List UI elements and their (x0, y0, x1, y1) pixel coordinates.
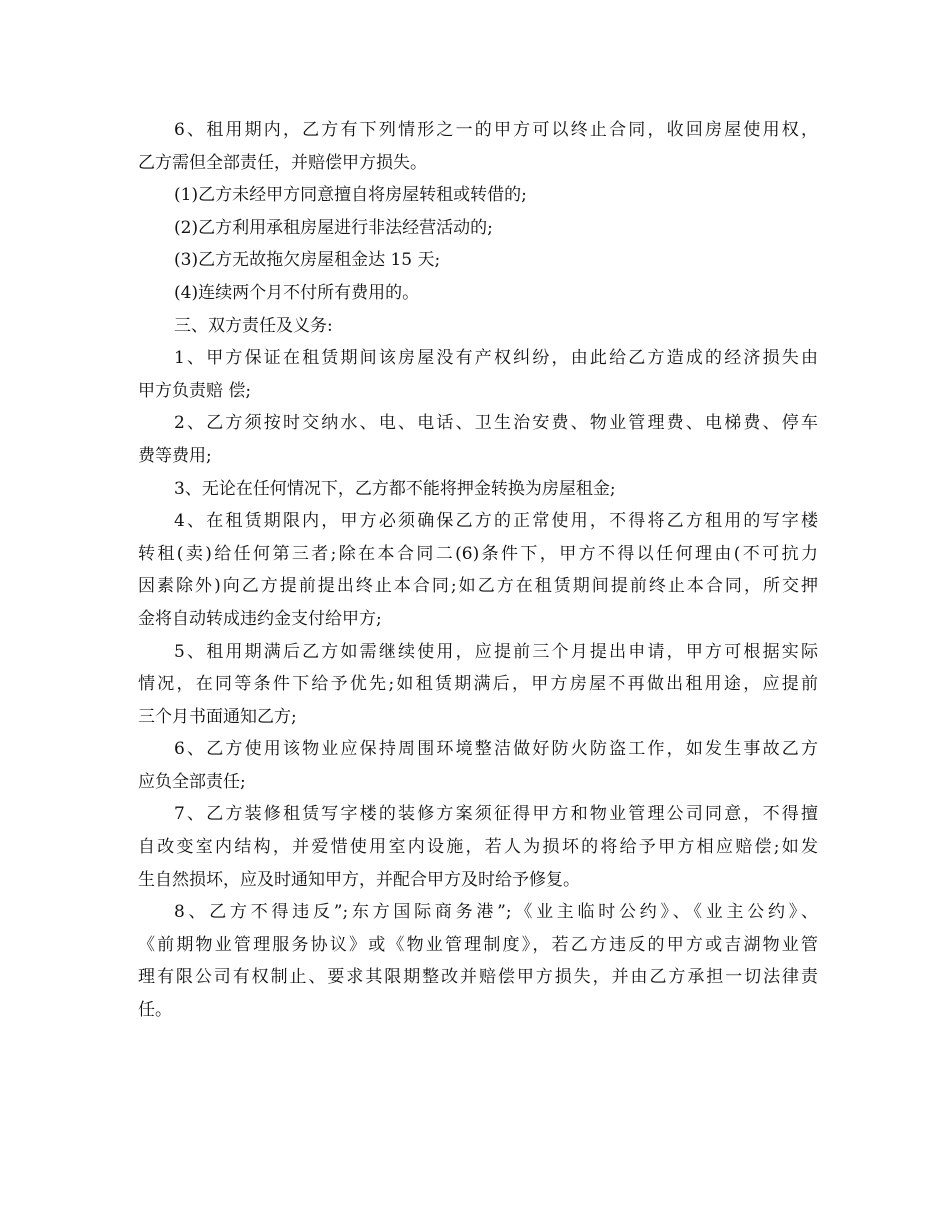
text-line: 三、双方责任及义务: (174, 315, 333, 336)
text-line: 生自然损坏，应及时通知甲方，并配合甲方及时给予修复。 (138, 869, 580, 890)
text-line: (1)乙方未经甲方同意擅自将房屋转租或转借的; (174, 185, 527, 206)
text-line: 任。 (138, 1000, 172, 1021)
text-line: 6、乙方使用该物业应保持周围环境整洁做好防火防盗工作，如发生事故乙方 (174, 739, 818, 760)
text-line: 应负全部责任; (138, 771, 246, 792)
text-line: 理有限公司有权制止、要求其限期整改并赔偿甲方损失，并由乙方承担一切法律责 (138, 967, 818, 988)
text-line: (2)乙方利用承租房屋进行非法经营活动的; (174, 217, 493, 238)
text-line: 7、乙方装修租赁写字楼的装修方案须征得甲方和物业管理公司同意，不得擅 (174, 804, 818, 825)
text-line: 三个月书面通知乙方; (138, 706, 297, 727)
text-line: 4、在租赁期限内，甲方必须确保乙方的正常使用，不得将乙方租用的写字楼 (174, 511, 818, 532)
text-line: 自改变室内结构，并爱惜使用室内设施，若人为损坏的将给予甲方相应赔偿;如发 (138, 837, 818, 858)
text-line: 1、甲方保证在租赁期间该房屋没有产权纠纷，由此给乙方造成的经济损失由 (174, 348, 818, 369)
text-line: 《前期物业管理服务协议》或《物业管理制度》，若乙方违反的甲方或吉湖物业管 (138, 934, 818, 955)
text-line: 8、乙方不得违反”;东方国际商务港”;《业主临时公约》、《业主公约》、 (174, 902, 818, 923)
text-line: 3、无论在任何情况下，乙方都不能将押金转换为房屋租金; (174, 478, 616, 499)
text-line: 2、乙方须按时交纳水、电、电话、卫生治安费、物业管理费、电梯费、停车 (174, 413, 818, 434)
text-line: 转租(卖)给任何第三者;除在本合同二(6)条件下，甲方不得以任何理由(不可抗力 (138, 543, 818, 564)
text-line: 情况，在同等条件下给予优先;如租赁期满后，甲方房屋不再做出租用途，应提前 (138, 674, 818, 695)
text-line: 6、租用期内，乙方有下列情形之一的甲方可以终止合同，收回房屋使用权， (174, 120, 818, 140)
text-line: 费等费用; (138, 445, 212, 466)
text-line: 金将自动转成违约金支付给甲方; (138, 608, 382, 629)
text-line: (4)连续两个月不付所有费用的。 (174, 282, 420, 303)
text-line: 甲方负责赔 偿; (138, 380, 252, 401)
document-body (138, 114, 818, 1027)
text-line: 5、租用期满后乙方如需继续使用，应提前三个月提出申请，甲方可根据实际 (174, 641, 818, 662)
text-line: 因素除外)向乙方提前提出终止本合同;如乙方在租赁期间提前终止本合同，所交押 (138, 576, 818, 597)
text-line: (3)乙方无故拖欠房屋租金达 15 天; (174, 250, 441, 271)
text-line: 乙方需但全部责任，并赔偿甲方损失。 (138, 152, 427, 173)
